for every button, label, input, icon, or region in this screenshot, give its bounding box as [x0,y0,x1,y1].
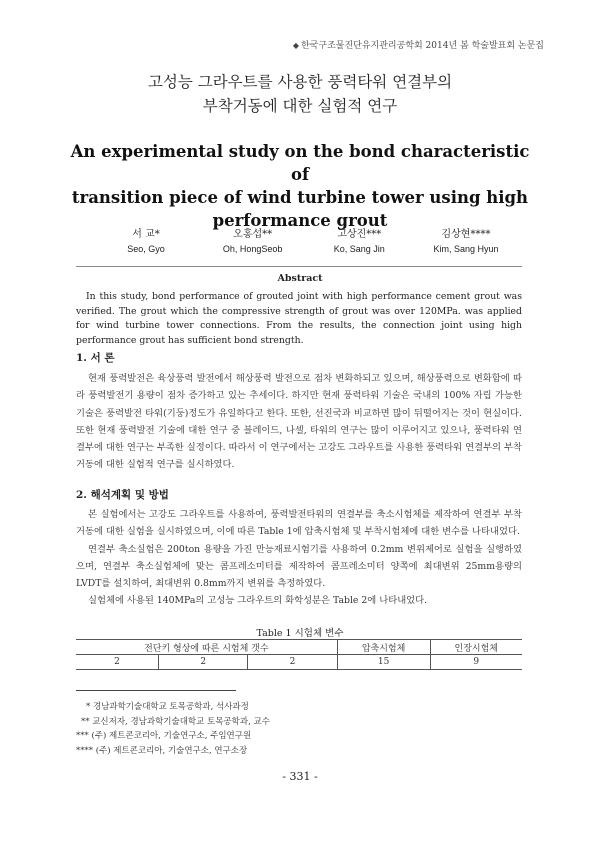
footnote-divider [76,690,236,691]
section2-para2: 연결부 축소실험은 200ton 용량을 가진 만능재료시험기를 사용하여 0.2mm 변위제어로 실험을 실행하였으며, 연결부 축소실험체에 맞는 콤프레소미터를 제작하여 콤프레소미터 양쪽에 최대변위 25mm용량의 LVDT를 설치하여, 최대변위 0.8mm까지 변위를 측정하였다. [76,543,522,590]
table1 [76,639,522,670]
author-korean-name: 서 교* [132,229,160,240]
author-english-name: Seo, Gyo [127,244,165,254]
abstract-heading: Abstract [277,273,323,284]
footnotes [76,700,270,758]
english-title-line1: An experimental study on the bond characteristic of [70,142,530,184]
section2-paragraphs [76,506,522,610]
author-english-name: Kim, Sang Hyun [433,244,499,254]
english-title-line2: transition piece of wind turbine tower using high [71,188,529,207]
diamond-icon: ◆ [292,41,299,50]
author-3 [309,228,409,256]
table-header-row [76,640,522,655]
table-header-cell: 인장시험체 [430,640,522,655]
table-cell: 2 [159,655,248,670]
section2-heading: 2. 해석계획 및 방법 [76,489,169,501]
section2-para3: 실험체에 사용된 140MPa의 고성능 그라우트의 화학성분은 Table 2에 나타내었다. [88,595,428,607]
table-row [76,655,522,670]
author-1 [96,228,196,256]
table-header-cell: 전단키 형상에 따른 시험체 갯수 [76,640,337,655]
author-english-name: Oh, HongSeob [222,244,283,254]
running-head-text: 한국구조물진단유지관리공학회 2014년 봄 학술발표회 논문집 [300,41,544,51]
section2-para1: 본 실험에서는 고강도 그라우트를 사용하여, 풍력발전타워의 연결부를 축소시험체를 제작하여 연결부 부착거동에 대한 실험을 실시하였으며, 이에 따른 Table 1에 압축시험체 및 부착시험체에 대한 변수를 나타내었다. [76,509,522,538]
section1-heading: 1. 서 론 [76,352,115,364]
korean-title-line1: 고성능 그라우트를 사용한 풍력타워 연결부의 [147,73,453,91]
abstract-text: In this study, bond performance of grouted joint with high performance cement grout was verified. The grout which the compressive strength of grout was over 120MPa. was applied for wind turbine tower connections. From the results, the connection joint using high performance grout has sufficient bond strength. [76,291,522,346]
section1-text: 현재 풍력발전은 육상풍력 발전에서 해상풍력 발전으로 점차 변화하되고 있으며, 해상풍력으로 변화함에 따라 풍력발전기 용량이 점차 증가하고 있는 추세이다. 하지만 현재 풍력타워 기술은 국내의 100% 자립 가능한 기술은 풍력발전 타워(기둥)정도가 유일하다고 한다. 또한, 선진국과 비교하면 많이 뒤떨어지는 것이 현실이다. 또한 현재 풍력발전 기술에 대한 연구 중 블레이드, 나셀, 타워의 연구는 많이 이루어지고 있으나, 풍력타워 연결부에 대한 연구는 부족한 실정이다. 따라서 이 연구에서는 고강도 그라우트를 사용한 풍력타워 연결부의 부착거동에 대한 실험적 연구를 실시하였다. [76,373,522,471]
table-cell: 9 [430,655,522,670]
english-title-line3: performance grout [212,211,388,230]
footnote-3: *** (주) 제트콘코리아, 기술연구소, 주임연구원 [76,731,252,741]
table-cell: 2 [76,655,159,670]
korean-title-line2: 부착거동에 대한 실험적 연구 [202,97,398,115]
page-number: - 331 - [282,770,318,783]
footnote-2: ** 교신저자, 경남과학기술대학교 토목공학과, 교수 [81,716,270,727]
running-head [293,38,544,51]
table-header-cell: 압축시험체 [337,640,430,655]
author-list [96,228,516,256]
english-title [60,140,540,232]
abstract-divider [76,266,522,267]
author-korean-name: 김상현**** [441,229,491,240]
author-english-name: Ko, Sang Jin [333,244,385,254]
author-2 [203,228,303,256]
footnote-4: **** (주) 제트콘코리아, 기술연구소, 연구소장 [76,745,248,756]
author-korean-name: 고상진*** [337,229,382,240]
table-cell: 15 [337,655,430,670]
author-4 [416,228,516,256]
korean-title [0,70,600,118]
table1-caption: Table 1 시험체 변수 [256,628,344,639]
author-korean-name: 오홍섭** [233,229,273,240]
table-cell: 2 [248,655,337,670]
footnote-1: * 경남과학기술대학교 토목공학과, 석사과정 [86,702,249,712]
